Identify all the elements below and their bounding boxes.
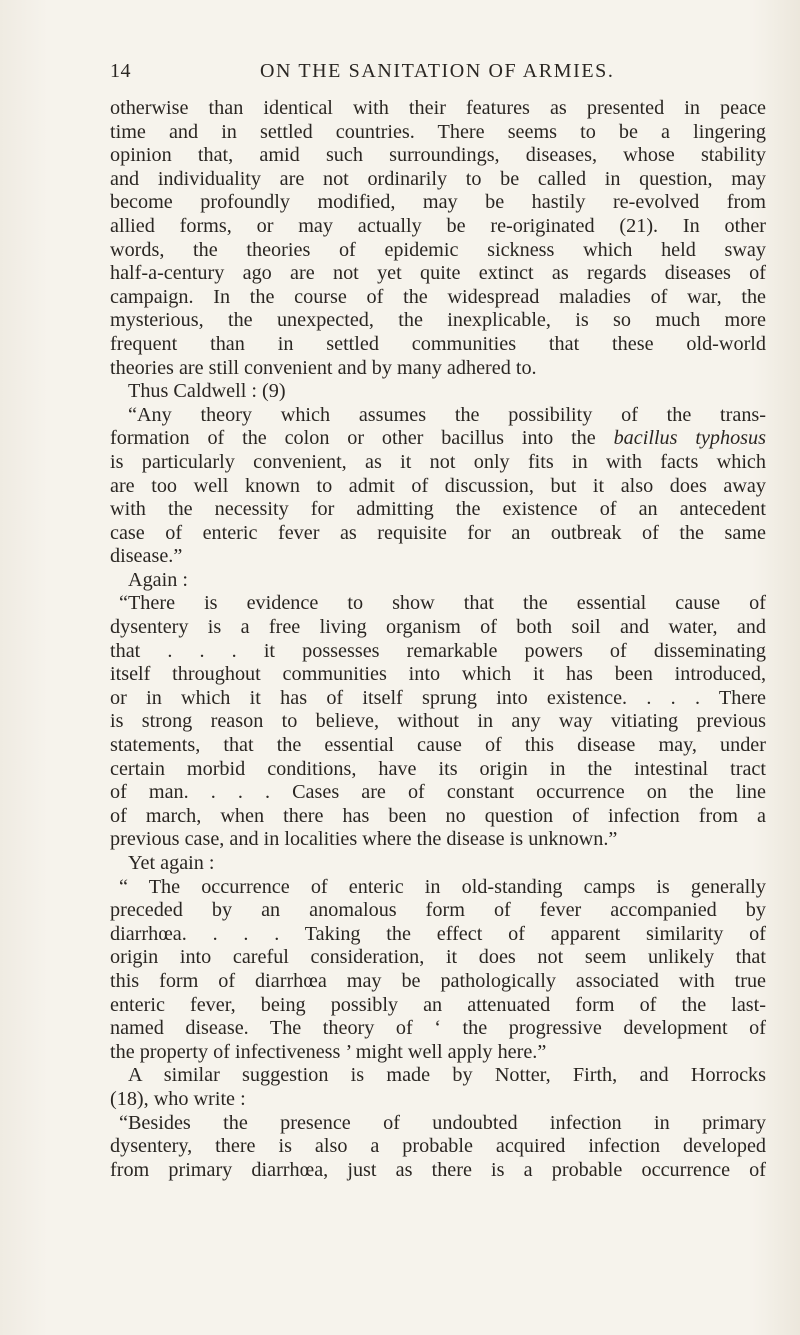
text-line: time and in settled countries. There seems to be a lingering: [110, 120, 766, 143]
text-line: “ The occurrence of enteric in old-standing camps is generally: [119, 875, 766, 898]
text-line: this form of diarrhœa may be pathologically associated with true: [110, 969, 766, 992]
text-line: is strong reason to believe, without in any way vitiating previous: [110, 710, 766, 733]
text-line: otherwise than identical with their features as presented in peace: [110, 97, 766, 119]
text-line: from primary diarrhœa, just as there is a probable occurrence of: [110, 1158, 766, 1181]
text-line: statements, that the essential cause of this disease may, under: [110, 734, 766, 757]
text-line: “There is evidence to show that the essential cause of: [119, 592, 766, 615]
text-line: opinion that, amid such surroundings, diseases, whose stability: [110, 144, 766, 167]
text-line: of man. . . . Cases are of constant occurrence on the line: [110, 781, 766, 804]
text-line: diarrhœa. . . . Taking the effect of apparent similarity of: [110, 922, 766, 945]
text-line: and individuality are not ordinarily to be called in question, may: [110, 167, 766, 190]
text-line: previous case, and in localities where the disease is unknown.”: [110, 828, 618, 851]
text-line: (18), who write :: [110, 1087, 246, 1110]
text-line: dysentery is a free living organism of both soil and water, and: [110, 616, 766, 639]
text-line: preceded by an anomalous form of fever accompanied by: [110, 899, 766, 922]
text-line: origin into careful consideration, it does not seem unlikely that: [110, 946, 766, 969]
page-number: 14: [110, 60, 131, 82]
text-line: allied forms, or may actually be re-originated (21). In other: [110, 214, 766, 237]
text-line: are too well known to admit of discussion, but it also does away: [110, 474, 766, 497]
running-title: ON THE SANITATION OF ARMIES.: [260, 60, 615, 82]
text-line: “Besides the presence of undoubted infection in primary: [119, 1111, 766, 1134]
text-line: theories are still convenient and by many adhered to.: [110, 356, 537, 379]
text-line: that . . . it possesses remarkable powers of disseminating: [110, 639, 766, 662]
text-line: certain morbid conditions, have its origin in the intestinal tract: [110, 757, 766, 780]
text-line: the property of infectiveness ’ might well apply here.”: [110, 1040, 547, 1063]
text-line: itself throughout communities into which it has been introduced,: [110, 663, 766, 686]
italic-term: bacillus typhosus: [613, 427, 766, 450]
text-line: named disease. The theory of ‘ the progressive development of: [110, 1017, 766, 1040]
text-line: formation of the colon or other bacillus into the bacillus typhosus: [110, 427, 766, 450]
text-line: campaign. In the course of the widespread maladies of war, the: [110, 285, 766, 308]
text-line: or in which it has of itself sprung into existence. . . . There: [110, 686, 766, 709]
text-line: disease.”: [110, 545, 183, 568]
text-line: dysentery, there is also a probable acquired infection developed: [110, 1135, 766, 1158]
text-line: frequent than in settled communities that these old-world: [110, 332, 766, 355]
text-line: Yet again :: [128, 852, 215, 874]
text-line: become profoundly modified, may be hastily re-evolved from: [110, 191, 766, 214]
text-line: “Any theory which assumes the possibility of the trans-: [128, 403, 766, 426]
text-line: case of enteric fever as requisite for an outbreak of the same: [110, 521, 766, 544]
page-header: [110, 60, 766, 90]
text-line: enteric fever, being possibly an attenuated form of the last-: [110, 993, 766, 1016]
text-line: with the necessity for admitting the existence of an antecedent: [110, 498, 766, 521]
text-line: half-a-century ago are not yet quite extinct as regards diseases of: [110, 262, 766, 285]
text-line: is particularly convenient, as it not only fits in with facts which: [110, 450, 766, 473]
text-line: of march, when there has been no question of infection from a: [110, 804, 766, 827]
text-line: mysterious, the unexpected, the inexplicable, is so much more: [110, 309, 766, 332]
body-text: [110, 97, 766, 1182]
text-line: Thus Caldwell : (9): [128, 380, 286, 403]
text-line: Again :: [128, 568, 188, 591]
text-line: A similar suggestion is made by Notter, Firth, and Horrocks: [128, 1064, 766, 1087]
text-line: words, the theories of epidemic sickness which held sway: [110, 238, 766, 261]
